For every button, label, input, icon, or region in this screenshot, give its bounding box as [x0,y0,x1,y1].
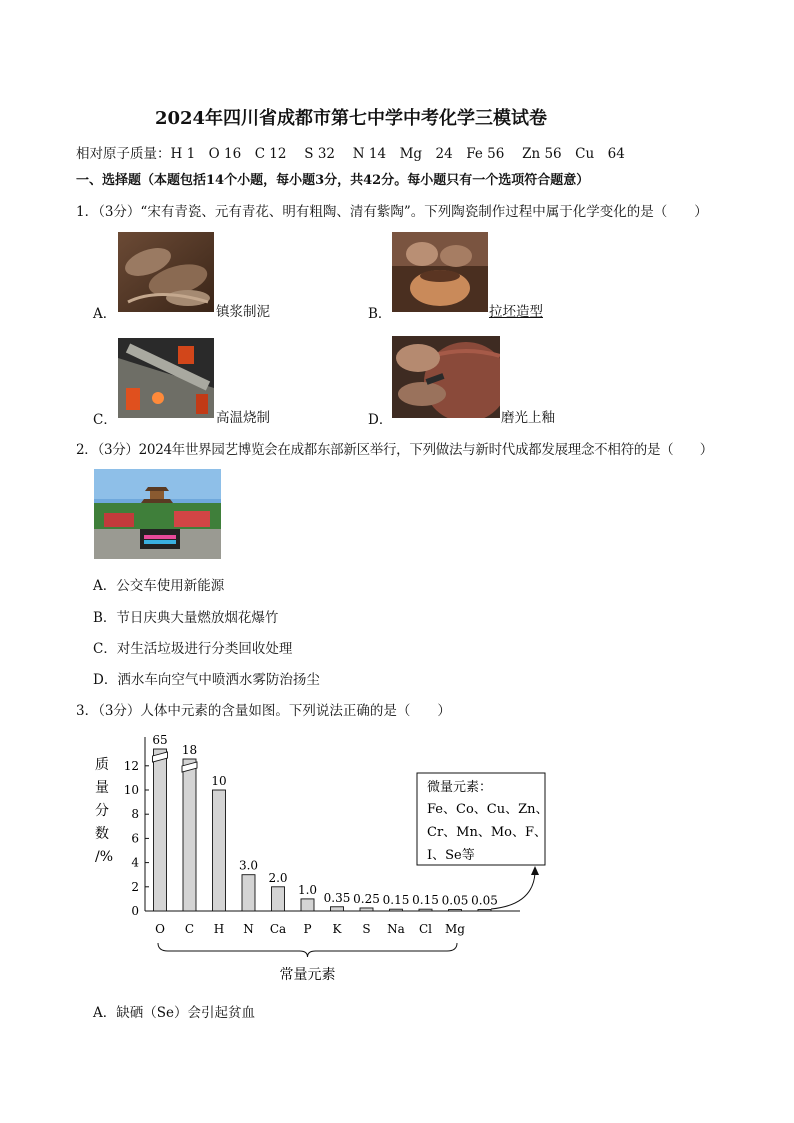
bar-C [183,759,196,911]
bar-value-label: 0.05 [471,893,498,908]
bar-K [331,907,344,911]
bar-N [242,875,255,911]
bar-P [301,899,314,911]
q1-option-a-photo [118,232,214,312]
expo-garden-image [94,469,221,559]
bar-O [154,749,167,911]
bar-value-label: 65 [152,733,168,747]
bar-value-label: 0.05 [441,893,469,908]
x-tick-label: Mg [445,922,465,936]
y-axis-label-char: 数 [95,826,109,842]
bar-H [213,790,226,911]
q1-option-b-caption: 拉坯造型 [489,304,543,320]
bar-value-label: 1.0 [297,882,318,897]
bar-Na [390,909,403,911]
y-tick-label: 2 [131,879,139,894]
y-tick-label: 12 [123,758,139,773]
y-tick-label: 10 [123,783,139,797]
q1-stem: 1．（3分）“宋有青瓷、元有青花、明有粗陶、清有紫陶”。下列陶瓷制作过程中属于化学变化的是（ ） [76,204,708,220]
atomic-mass-line: 相对原子质量：H 1 O 16 C 12 S 32 N 14 Mg 24 Fe 56 Zn 56 Cu 64 [76,146,625,162]
q1-option-a-letter: A． [93,306,117,322]
q2-option-a: A．公交车使用新能源 [93,578,225,594]
q1-option-d-letter: D． [368,412,393,428]
x-tick-label: Cl [418,922,433,936]
q2-option-c: C．对生活垃圾进行分类回收处理 [93,641,293,657]
bar-Ca [272,887,285,911]
q3-option-a: A．缺硒（Se）会引起贫血 [93,1005,255,1021]
section-heading: 一、选择题（本题包括14个小题，每小题3分，共42分。每小题只有一个选项符合题意） [76,173,590,188]
q1-option-b-letter: B． [368,306,392,322]
trace-box-line: I、Se等 [427,848,475,863]
bar-value-label: 10 [211,774,227,788]
y-axis-label-char: /% [95,849,114,865]
bar-other [478,910,491,912]
bar-value-label: 3.0 [238,858,259,873]
clay-hands-image [118,232,214,312]
q2-stem: 2．（3分）2024年世界园艺博览会在成都东部新区举行，下列做法与新时代成都发展理念不相符的是（ ） [76,442,713,458]
x-tick-label: N [243,922,254,936]
bar-Mg [449,910,462,912]
y-tick-label: 8 [131,807,139,822]
bar-S [360,908,373,911]
x-tick-label: S [362,922,371,936]
bar-value-label: 0.15 [412,893,439,908]
y-axis-label-char: 分 [95,803,109,819]
x-tick-label: P [303,922,312,936]
bar-value-label: 0.15 [382,893,410,908]
page-title: 2024年四川省成都市第七中学中考化学三模试卷 [154,108,548,129]
q1-option-c-photo [118,338,214,418]
pottery-wheel-image [392,232,488,312]
x-tick-label: O [155,922,165,936]
y-axis-label-char: 质 [95,757,109,773]
q1-option-c-caption: 高温烧制 [216,410,270,426]
bracket-label: 常量元素 [279,967,336,983]
x-tick-label: Ca [269,922,287,936]
trace-arrow-head [531,866,539,875]
trace-box-line: Fe、Co、Cu、Zn、 [427,802,549,817]
q1-option-a-caption: 镇浆制泥 [216,304,270,320]
q2-option-b: B．节日庆典大量燃放烟花爆竹 [93,610,279,626]
bar-value-label: 2.0 [268,870,288,885]
y-tick-label: 0 [131,904,139,918]
x-tick-label: Na [387,922,405,936]
x-tick-label: C [184,922,195,936]
q2-expo-photo [94,469,221,559]
element-content-chart [80,725,560,995]
y-tick-label: 6 [131,831,139,846]
y-axis-label-char: 量 [95,780,109,796]
bar-Cl [419,909,432,911]
q3-stem: 3．（3分）人体中元素的含量如图。下列说法正确的是（ ） [76,703,451,719]
q2-option-d: D．洒水车向空气中喷洒水雾防治扬尘 [93,672,320,688]
x-tick-label: H [213,922,225,936]
q1-option-c-letter: C． [93,412,117,428]
bar-value-label: 0.25 [353,891,380,906]
q1-option-d-photo [392,336,500,418]
q1-option-b-photo [392,232,488,312]
q1-option-d-caption: 磨光上釉 [501,410,555,426]
trace-box-line: Cr、Mn、Mo、F、 [427,825,548,840]
bar-value-label: 0.35 [323,890,351,905]
trace-box-title: 微量元素： [427,780,493,795]
y-tick-label: 4 [131,855,139,870]
kiln-firing-image [118,338,214,418]
x-tick-label: K [332,922,342,936]
glazing-pot-image [392,336,500,418]
bar-value-label: 18 [181,743,198,757]
major-elements-bracket [158,943,457,957]
